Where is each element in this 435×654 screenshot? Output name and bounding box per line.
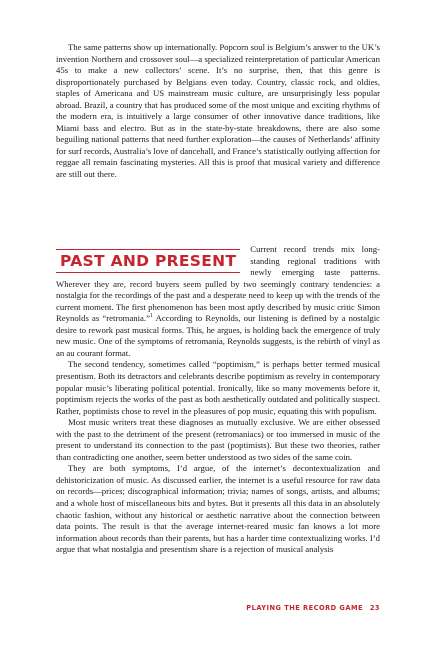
body-paragraph-4: They are both symptoms, I’d argue, of the internet’s decontextualization and dehistoricization of music. As discussed earlier, the internet is a useful resource for raw data on records—prices; discographical information; trivia; names of songs, artists, and albums; and a whole host of miscellaneous bits and bytes. But it presents all this data in an absolutely chaotic fashion, without any historical or aesthetic narrative about the connection between data points. The result is that the average internet-reared music fan knows a lot more information about records than their parents, but has a harder time contextualizing works. I’d argue that what nostalgia and presentism share is a rejection of musical analysis — [56, 463, 380, 555]
footnote-marker: 1 — [149, 313, 153, 320]
body-paragraph-1-part-a: Current record trends mix long-standing regional traditions with newly emerging taste patterns. Wherever they are, record buyers seem pulled by two seemingly contrary tendencies: a nostalgia for the recordings of the past and a desperate need to keep up with the trends of the current moment. The first phenomenon has been most aptly described by music critic Simon Reynolds as “retromania.” — [56, 244, 380, 324]
page-number: 23 — [369, 604, 380, 612]
running-footer-title: PLAYING THE RECORD GAME — [246, 604, 364, 612]
page-footer — [246, 604, 380, 612]
body-paragraph-1-part-b: According to Reynolds, our listening is defined by a nostalgic desire to rework past musical forms. This, he argues, is holding back the emergence of truly new music. One of the symptoms of retromania, Reynolds suggests, is the rebirth of vinyl as an au courant format. — [56, 313, 380, 358]
intro-paragraph: The same patterns show up internationally. Popcorn soul is Belgium’s answer to the UK’s invention Northern and crossover soul—a specialized reinterpretation of particular American 45s to make a new collectors’ scene. It’s no surprise, then, that this genre is disproportionately purchased by Belgians even today. Country, classic rock, and oldies, staples of Americana and US mainstream music culture, are unsurprisingly less popular abroad. Brazil, a country that has produced some of the most unique and exciting rhythms of the modern era, is intuitively a large consumer of other innovative dance traditions, like Miami bass and electro. But as in the state-by-state breakdowns, there are also some beguiling national patterns that need further exploration—the causes of Netherlands’ affinity for surf records, Australia’s love of dancehall, and France’s statistically outlying affection for reggae all remain fascinating mysteries. All this is proof that musical variety and difference are still out there. — [56, 42, 380, 180]
body-paragraph-3: Most music writers treat these diagnoses as mutually exclusive. We are either obsessed with the past to the detriment of the present (retromaniacs) or too immersed in music of the present to understand its connection to the past (poptimists). But these two theories, rather than contradicting one another, seem better understood as two sides of the same coin. — [56, 417, 380, 462]
body-paragraph-2: The second tendency, sometimes called “poptimism,” is perhaps better termed musical presentism. Both its detractors and celebrants describe poptimism as revelry in contemporary popular music’s liberating political potential. Ironically, like so many movements before it, poptimism rejects the works of the past as both aesthetically outdated and politically suspect. Rather, poptimists chose to revel in the pleasures of pop music, equating this with populism. — [56, 359, 380, 416]
section-text-block — [56, 244, 380, 556]
intro-text-block — [56, 42, 380, 181]
section-heading: PAST AND PRESENT — [56, 249, 240, 273]
